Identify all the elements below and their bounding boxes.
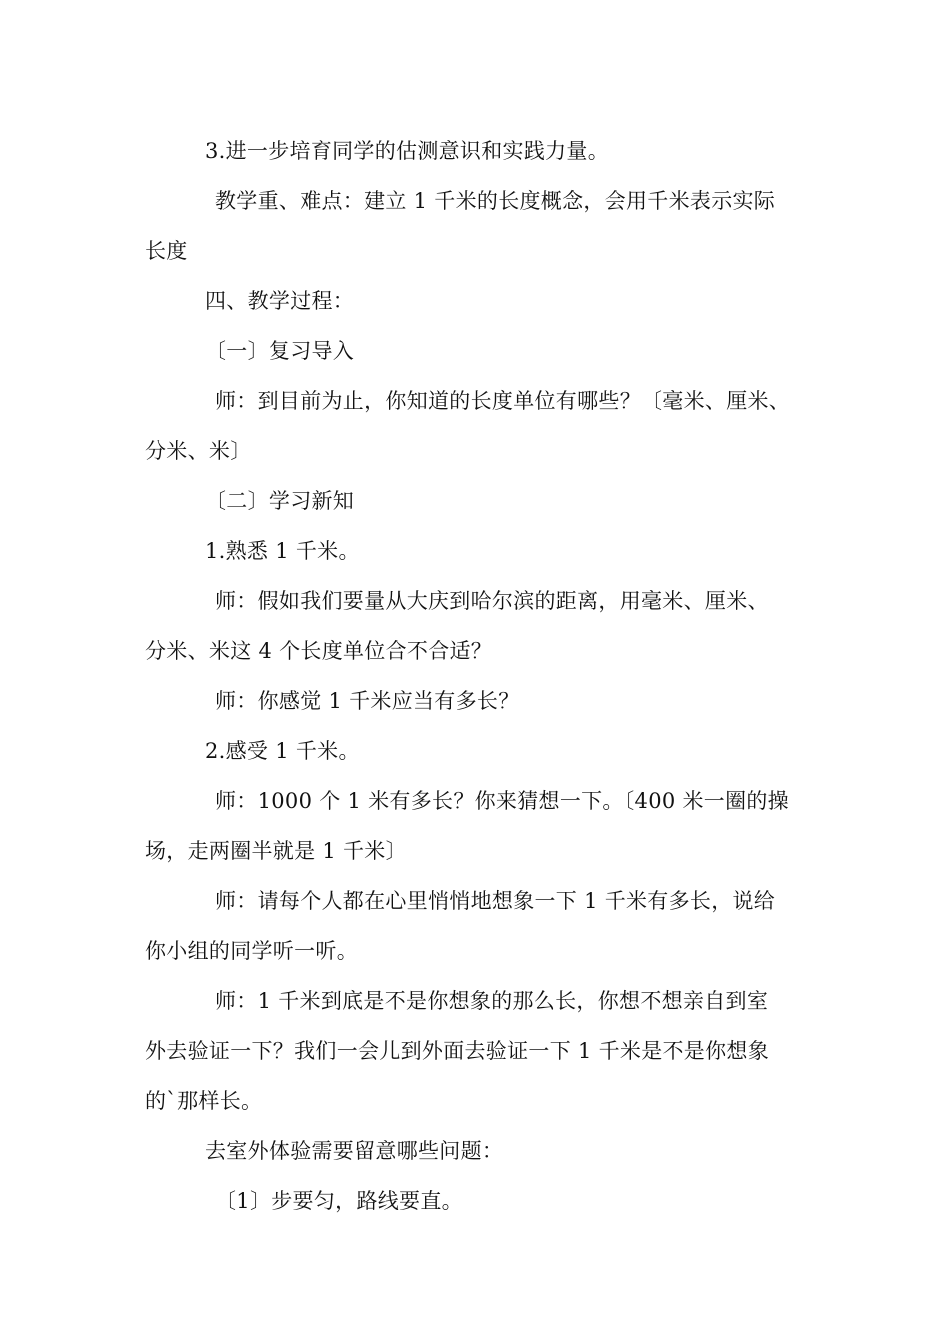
step-1-line: 1.熟悉 1 千米。 [205,539,360,563]
step-2-line: 2.感受 1 千米。 [205,739,360,763]
teacher-question-verify-continuation-1: 外去验证一下？我们一会儿到外面去验证一下 1 千米是不是你想象 [145,1039,770,1063]
teacher-question-units: 师：到目前为止，你知道的长度单位有哪些？〔毫米、厘米、 [215,389,791,413]
teacher-instruction-imagine-continuation: 你小组的同学听一听。 [145,939,358,963]
teacher-question-units-continuation: 分米、米〕 [145,439,252,463]
teacher-question-guess: 师：1000 个 1 米有多长？你来猜想一下。〔400 米一圈的操 [215,789,789,813]
teacher-question-verify: 师：1 千米到底是不是你想象的那么长，你想不想亲自到室 [215,989,769,1013]
outdoor-issue-1: 〔1〕步要匀，路线要直。 [215,1189,463,1213]
subsection-new-knowledge: 〔二〕学习新知 [205,489,355,513]
teacher-question-guess-continuation: 场，走两圈半就是 1 千米〕 [145,839,407,863]
outdoor-issues-heading: 去室外体验需要留意哪些问题： [205,1139,504,1163]
goal-3-line: 3.进一步培育同学的估测意识和实践力量。 [205,139,610,163]
teacher-question-feel: 师：你感觉 1 千米应当有多长？ [215,689,520,713]
teacher-instruction-imagine: 师：请每个人都在心里悄悄地想象一下 1 千米有多长，说给 [215,889,776,913]
teacher-question-distance: 师：假如我们要量从大庆到哈尔滨的距离，用毫米、厘米、 [215,589,769,613]
section-heading-teaching-process: 四、教学过程： [205,289,355,313]
key-points-continuation: 长度 [145,239,188,263]
teacher-question-distance-continuation: 分米、米这 4 个长度单位合不合适？ [145,639,493,663]
subsection-review: 〔一〕复习导入 [205,339,355,363]
key-points-line: 教学重、难点：建立 1 千米的长度概念，会用千米表示实际 [215,189,776,213]
teacher-question-verify-continuation-2: 的`那样长。 [145,1089,263,1113]
